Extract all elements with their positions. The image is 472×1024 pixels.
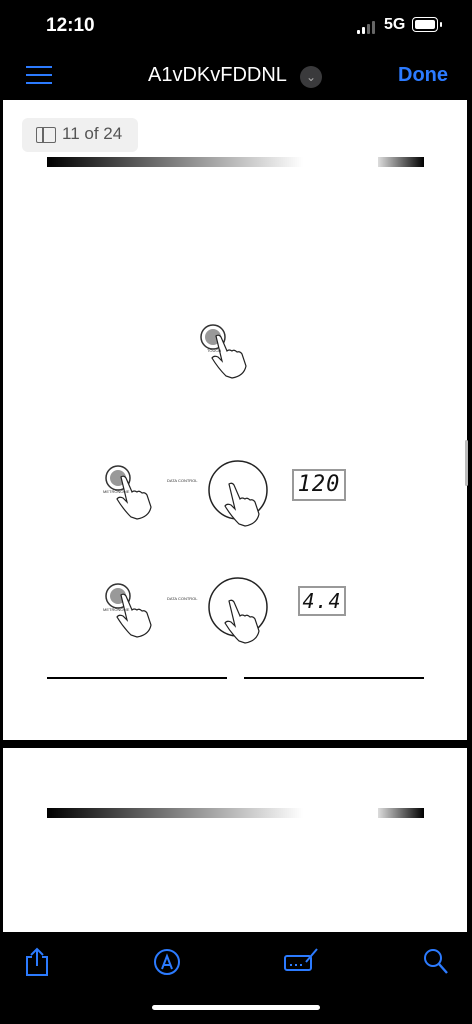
metronome-paragraph-2: Press and hold the [METRONOME] button until the LED display: 4.4, then release the button and use the [DATA CONTROL] knob to select beat type (2.2,2.4,3.4,4.4,5.4,6.8,7.8,9.8,12.8). (54, 546, 395, 571)
footer-line-left (47, 677, 227, 679)
touch-button-label: TOUCH (207, 348, 222, 353)
footer-line-right (244, 677, 424, 679)
transpose-paragraph: The Transpose function will raise or lower the pitch of the keyboard in semitone increments from -12 to +12. To turn Transpose on, press the [TRANS] button. The LED will display: 0. Now use the [DATA CONTROL] knob to select the desired transpose value. (54, 878, 388, 932)
header-brand: DIGITAL PIANO (307, 157, 374, 167)
section-heading-touch: 10. Touch Sensitivity (54, 216, 153, 227)
transpose-clip (0, 878, 472, 932)
header-gradient-bar (47, 157, 303, 167)
led-display-tempo: 120 (292, 469, 346, 501)
scroll-indicator[interactable] (465, 440, 468, 486)
page-number: 7 (232, 671, 237, 682)
section-heading-metronome: 11.Metronome (54, 395, 122, 406)
metronome-paragraph: Press the [METRONOME] button, you can turn on or off metronome function. When this function is on, you can select speed by [DATA CONTROL] knob, range(20-280). If 5 seconds do not work, the screen will return to the voice interface. (54, 412, 386, 452)
chevron-down-icon[interactable]: ⌄ (300, 66, 322, 88)
led-display-beat: 4.4 (298, 586, 346, 616)
knob-label-2: DATA CONTROL (167, 596, 198, 601)
markup-icon[interactable] (153, 948, 181, 976)
data-control-knob-illustration (205, 458, 275, 530)
signal-icon (357, 20, 379, 34)
knob-label: DATA CONTROL (167, 478, 198, 483)
home-indicator[interactable] (152, 1005, 320, 1010)
list-icon[interactable] (26, 66, 52, 84)
metronome-button-label: METRONOME (103, 489, 130, 494)
header-gradient-bar-2 (47, 808, 303, 818)
page-indicator-label: 11 of 24 (62, 124, 123, 143)
header-bar-right-2 (378, 808, 424, 818)
document-title[interactable]: A1vDKvFDDNL (148, 64, 287, 86)
data-control-knob-illustration-2 (205, 575, 275, 647)
share-icon[interactable] (24, 947, 50, 977)
sidebar-icon (36, 127, 56, 143)
bottom-toolbar (0, 932, 472, 1024)
section-heading-transpose: 12. Transpose (54, 867, 121, 878)
touch-paragraph: Press [TOUCH] button repeatedly, you can select four type of touch sensitivity styles to accommodate your play and the button indicator will light. LOW style: require more strength to produce maximal sound. NORMAL style: require standard strength to produce maximal sound. HIGH style: require less strength to produce maximal sound. FIXED style: when touch is off, the same volume is produced no matter how strongly or softly you play the keyboard. (54, 228, 374, 315)
network-type: 5G (384, 16, 406, 33)
signature-icon[interactable] (284, 946, 320, 974)
status-time: 12:10 (46, 15, 95, 36)
metronome-button-label-2: METRONOME (103, 607, 130, 612)
search-icon[interactable] (423, 948, 449, 976)
page-indicator (22, 118, 138, 152)
header-bar-right (378, 157, 424, 167)
done-button[interactable]: Done (398, 64, 448, 86)
battery-tip (440, 22, 442, 27)
battery-icon (412, 17, 438, 32)
header-brand-2: DIGITAL PIANO (307, 808, 374, 818)
